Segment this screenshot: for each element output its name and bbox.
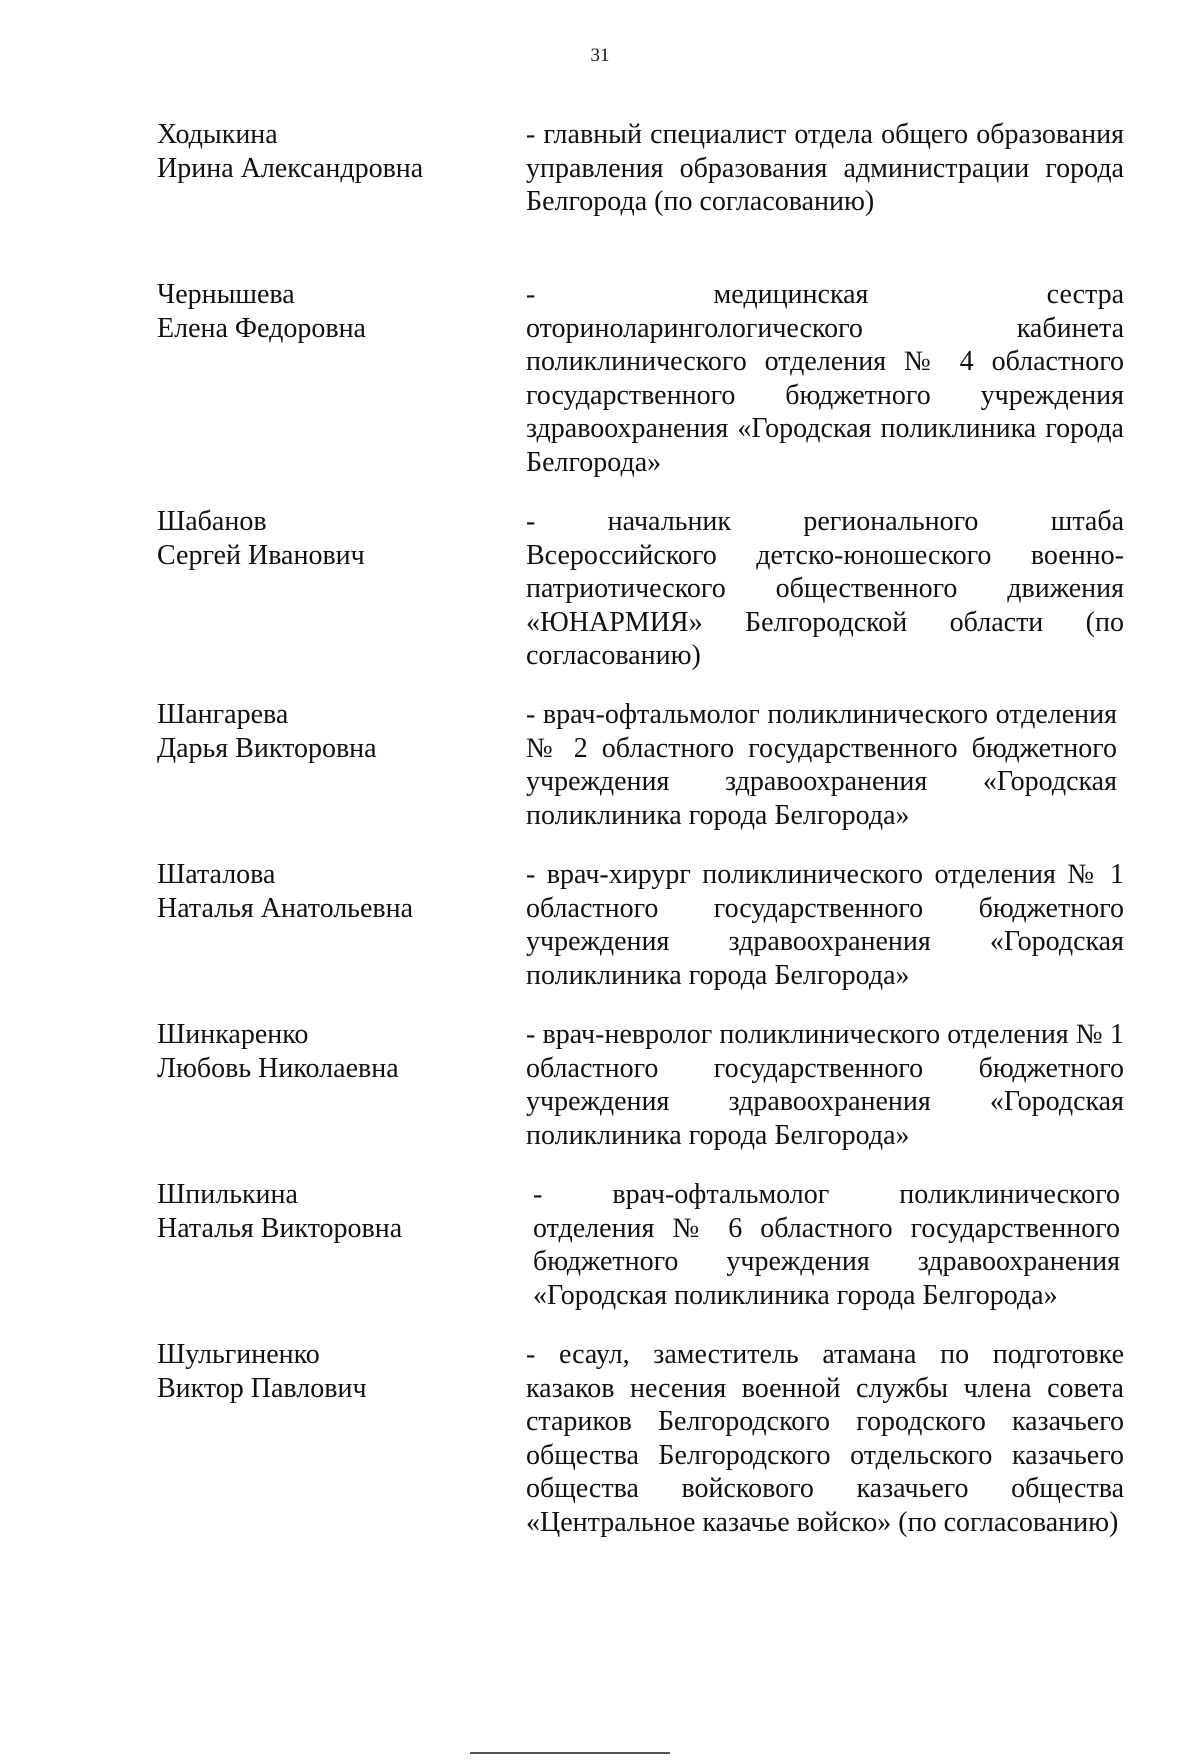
surname: Шабанов xyxy=(157,506,267,537)
divider xyxy=(470,1752,670,1754)
surname: Шпилькина xyxy=(157,1179,298,1210)
person-name xyxy=(157,1178,507,1245)
surname: Шульгиненко xyxy=(157,1339,320,1370)
person-name xyxy=(157,505,507,572)
person-name xyxy=(157,698,507,765)
position-description: - начальник регионального штаба Всероссийского детско-юношеского военно-патриотического общественного движения «ЮНАРМИЯ» Белгородской области (по согласованию) xyxy=(526,506,1124,671)
position-description: - врач-офтальмолог поликлинического отделения № 2 областного государственного бюджетного учреждения здравоохранения «Городская поликлиника города Белгорода» xyxy=(526,699,1117,831)
given-name: Виктор Павлович xyxy=(157,1372,367,1404)
person-name xyxy=(157,858,507,925)
surname: Шинкаренко xyxy=(157,1019,309,1050)
surname: Шангарева xyxy=(157,699,289,730)
position-description: - медицинская сестра оториноларингологического кабинета поликлинического отделения № 4 областного государственного бюджетного учреждения здравоохранения «Городская поликлиника города Белгорода» xyxy=(526,279,1124,478)
position-description: - врач-офтальмолог поликлинического отделения № 6 областного государственного бюджетного учреждения здравоохранения «Городская поликлиника города Белгорода» xyxy=(533,1179,1120,1311)
given-name: Дарья Викторовна xyxy=(157,732,377,764)
position-description: - врач-хирург поликлинического отделения № 1 областного государственного бюджетного учреждения здравоохранения «Городская поликлиника города Белгорода» xyxy=(526,859,1124,991)
given-name: Наталья Викторовна xyxy=(157,1212,403,1244)
surname: Шаталова xyxy=(157,859,276,890)
person-name xyxy=(157,1018,507,1085)
given-name: Любовь Николаевна xyxy=(157,1052,399,1084)
person-name xyxy=(157,278,507,345)
surname: Ходыкина xyxy=(157,119,278,150)
position-description: - главный специалист отдела общего образования управления образования администрации города Белгорода (по согласованию) xyxy=(526,119,1124,217)
page-number: 31 xyxy=(590,45,610,66)
position-description: - врач-невролог поликлинического отделения № 1 областного государственного бюджетного учреждения здравоохранения «Городская поликлиника города Белгорода» xyxy=(526,1019,1124,1151)
person-name xyxy=(157,1338,507,1405)
given-name: Ирина Александровна xyxy=(157,152,424,184)
given-name: Елена Федоровна xyxy=(157,312,366,344)
person-name xyxy=(157,118,507,185)
surname: Чернышева xyxy=(157,279,295,310)
given-name: Наталья Анатольевна xyxy=(157,892,414,924)
position-description: - есаул, заместитель атамана по подготовке казаков несения военной службы члена совета стариков Белгородского городского казачьего общества Белгородского отдельского казачьего общества войскового казачьего общества «Центральное казачье войско» (по согласованию) xyxy=(526,1339,1124,1538)
given-name: Сергей Иванович xyxy=(157,539,365,571)
